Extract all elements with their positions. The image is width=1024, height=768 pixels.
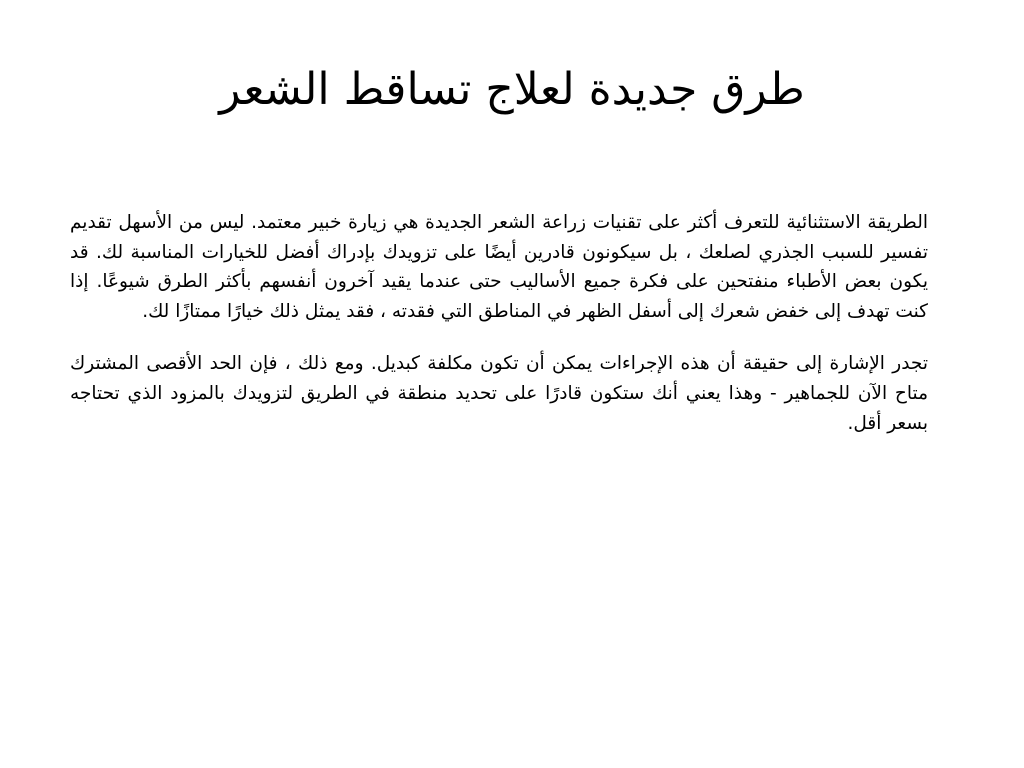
paragraph-1: الطريقة الاستثنائية للتعرف أكثر على تقنيات زراعة الشعر الجديدة هي زيارة خبير معتمد. ليس من الأسهل تقديم تفسير للسبب الجذري لصلعك ، بل سيكونون قادرين أيضًا على تزويدك بإدراك أفضل للخيارات المناسبة لك. قد يكون بعض الأطباء منفتحين على فكرة جميع الأساليب حتى عندما يقيد آخرون أنفسهم بأكثر الطرق شيوعًا. إذا كنت تهدف إلى خفض شعرك إلى أسفل الظهر في المناطق التي فقدته ، فقد يمثل ذلك خيارًا ممتازًا لك.	[70, 212, 928, 322]
paragraph-2: تجدر الإشارة إلى حقيقة أن هذه الإجراءات يمكن أن تكون مكلفة كبديل. ومع ذلك ، فإن الحد الأقصى المشترك متاح الآن للجماهير - وهذا يعني أنك ستكون قادرًا على تحديد منطقة في الطريق لتزويدك بالمزود الذي تحتاجه بسعر أقل.	[70, 353, 928, 434]
slide-body	[70, 208, 928, 461]
slide-title: طرق جديدة لعلاج تساقط الشعر	[219, 64, 805, 115]
